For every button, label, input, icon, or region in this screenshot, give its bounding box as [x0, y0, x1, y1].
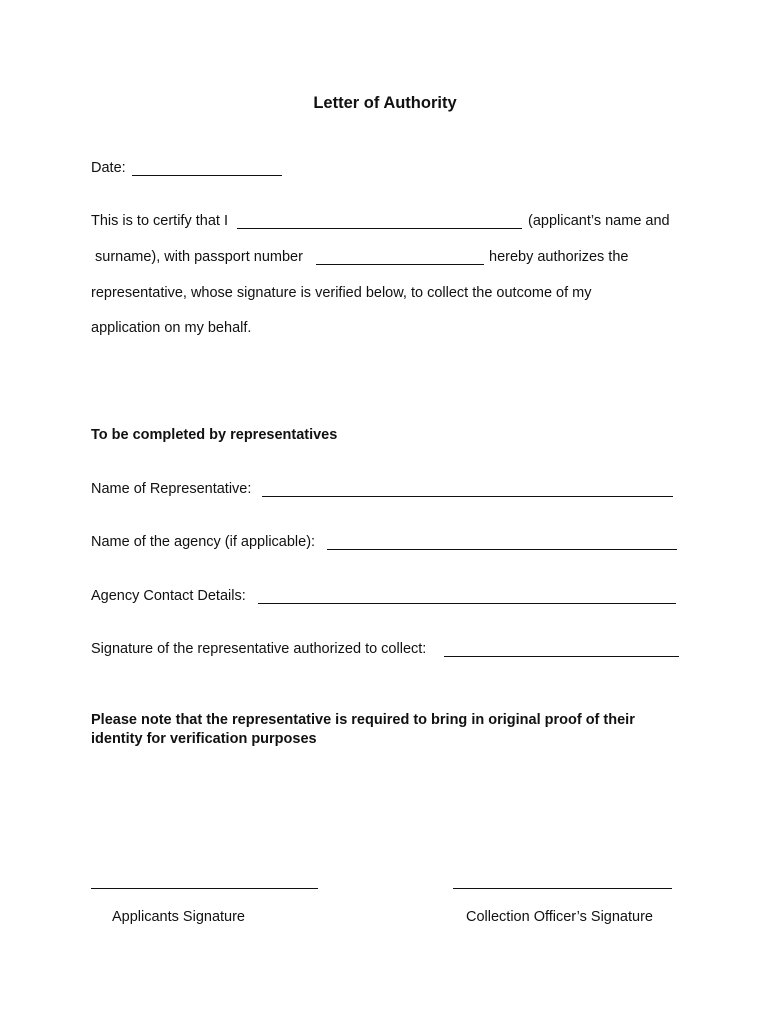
agency-name-label: Name of the agency (if applicable): — [91, 534, 316, 550]
representative-signature-field-line[interactable] — [444, 656, 679, 657]
applicant-signature-label: Applicants Signature — [112, 909, 245, 925]
agency-contact-label: Agency Contact Details: — [91, 588, 246, 604]
certify-line2-start: surname), with passport number — [95, 249, 303, 265]
representative-name-field-line[interactable] — [262, 496, 673, 497]
date-field-line[interactable] — [132, 175, 282, 176]
certify-line2-end: hereby authorizes the — [489, 249, 629, 265]
representative-name-label: Name of Representative: — [91, 481, 252, 497]
certify-line1-start: This is to certify that I — [91, 213, 228, 229]
passport-number-field-line[interactable] — [316, 264, 484, 265]
note-line1: Please note that the representative is required to bring in original proof of their — [91, 712, 635, 728]
certify-line3: representative, whose signature is verified below, to collect the outcome of my — [91, 285, 592, 301]
officer-signature-line[interactable] — [453, 888, 672, 889]
document-title: Letter of Authority — [313, 94, 457, 112]
agency-name-field-line[interactable] — [327, 549, 677, 550]
certify-line1-end: (applicant’s name and — [528, 213, 670, 229]
applicant-signature-line[interactable] — [91, 888, 318, 889]
representative-signature-label: Signature of the representative authorized to collect: — [91, 641, 427, 657]
agency-contact-field-line[interactable] — [258, 603, 676, 604]
applicant-name-field-line[interactable] — [237, 228, 522, 229]
certify-line4: application on my behalf. — [91, 320, 252, 336]
representatives-heading: To be completed by representatives — [91, 427, 338, 443]
note-line2: identity for verification purposes — [91, 731, 317, 747]
date-label: Date: — [91, 160, 126, 176]
officer-signature-label: Collection Officer’s Signature — [466, 909, 653, 925]
